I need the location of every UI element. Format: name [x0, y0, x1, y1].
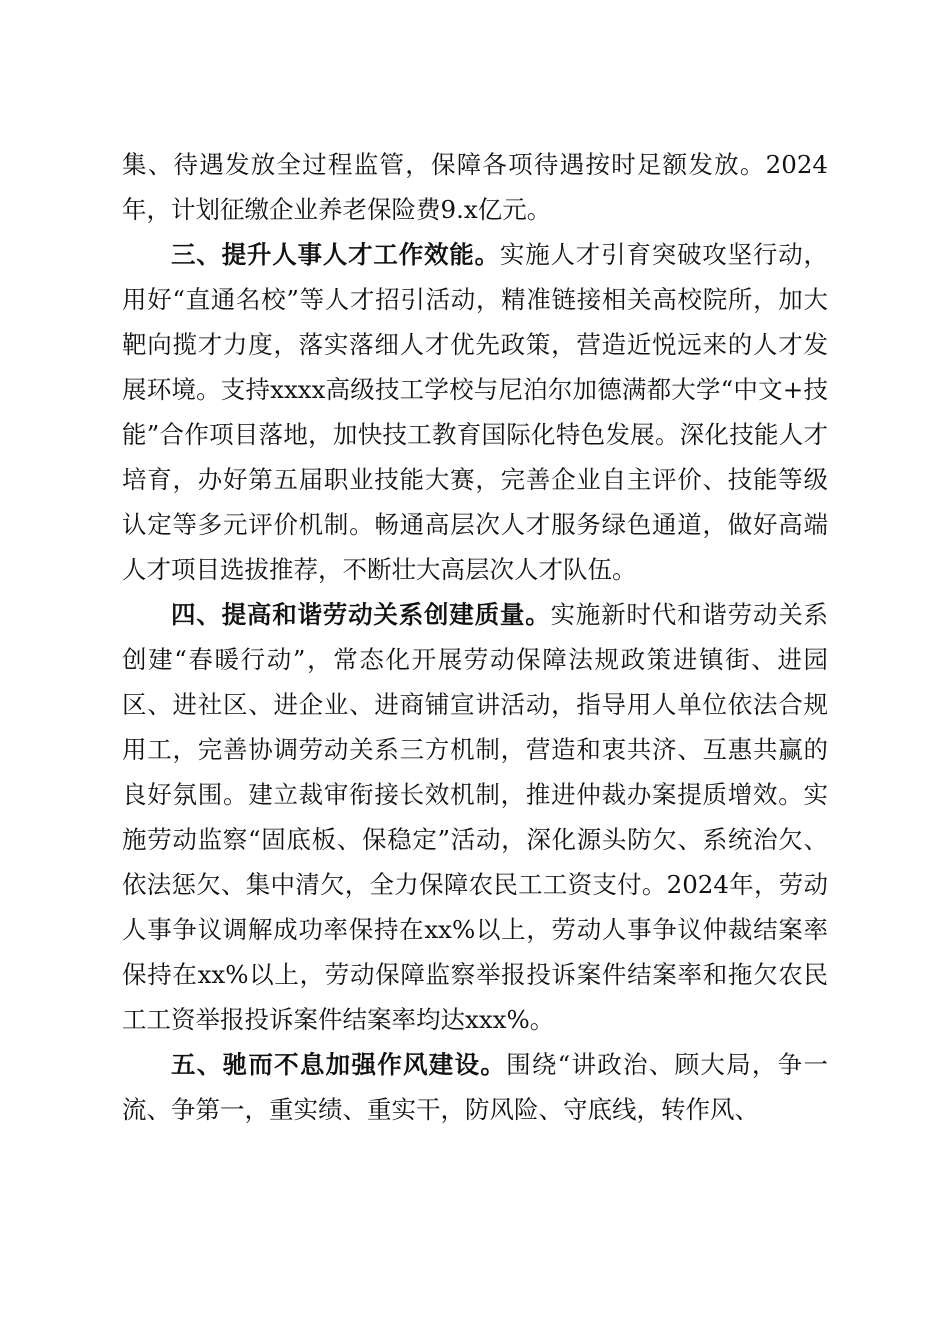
paragraph-heading: 四、提高和谐劳动关系创建质量。 [171, 600, 551, 629]
paragraph-heading: 三、提升人事人才工作效能。 [171, 240, 500, 269]
paragraph-section-4 [122, 592, 828, 1042]
paragraph-text: 实施新时代和谐劳动关系创建“春暖行动”，常态化开展劳动保障法规政策进镇街、进园区、进社区、进企业、进商铺宣讲活动，指导用人单位依法合规用工，完善协调劳动关系三方机制，营造和衷共济、互惠共赢的良好氛围。建立裁审衔接长效机制，推进仲裁办案提质增效。实施劳动监察“固底板、保稳定”活动，深化源头防欠、系统治欠、依法惩欠、集中清欠，全力保障农民工工资支付。2024年，劳动人事争议调解成功率保持在xx%以上，劳动人事争议仲裁结案率保持在xx%以上，劳动保障监察举报投诉案件结案率和拖欠农民工工资举报投诉案件结案率均达xxx%。 [122, 600, 828, 1034]
paragraph-text: 集、待遇发放全过程监管，保障各项待遇按时足额发放。2024年，计划征缴企业养老保险费9.x亿元。 [122, 150, 828, 224]
paragraph-heading: 五、驰而不息加强作风建设。 [171, 1050, 507, 1079]
paragraph-section-5 [122, 1042, 828, 1132]
paragraph-text: 实施人才引育突破攻坚行动，用好“直通名校”等人才招引活动，精准链接相关高校院所，加大靶向揽才力度，落实落细人才优先政策，营造近悦远来的人才发展环境。支持xxxx高级技工学校与尼泊尔加德满都大学“中文+技能”合作项目落地，加快技工教育国际化特色发展。深化技能人才培育，办好第五届职业技能大赛，完善企业自主评价、技能等级认定等多元评价机制。畅通高层次人才服务绿色通道，做好高端人才项目选拔推荐，不断壮大高层次人才队伍。 [122, 240, 829, 584]
document-body [122, 142, 828, 1132]
paragraph-continuation [122, 142, 828, 232]
paragraph-section-3 [122, 232, 828, 592]
paragraph-text: 围绕“讲政治、顾大局，争一流、争第一，重实绩、重实干，防风险、守底线，转作风、 [122, 1050, 828, 1124]
